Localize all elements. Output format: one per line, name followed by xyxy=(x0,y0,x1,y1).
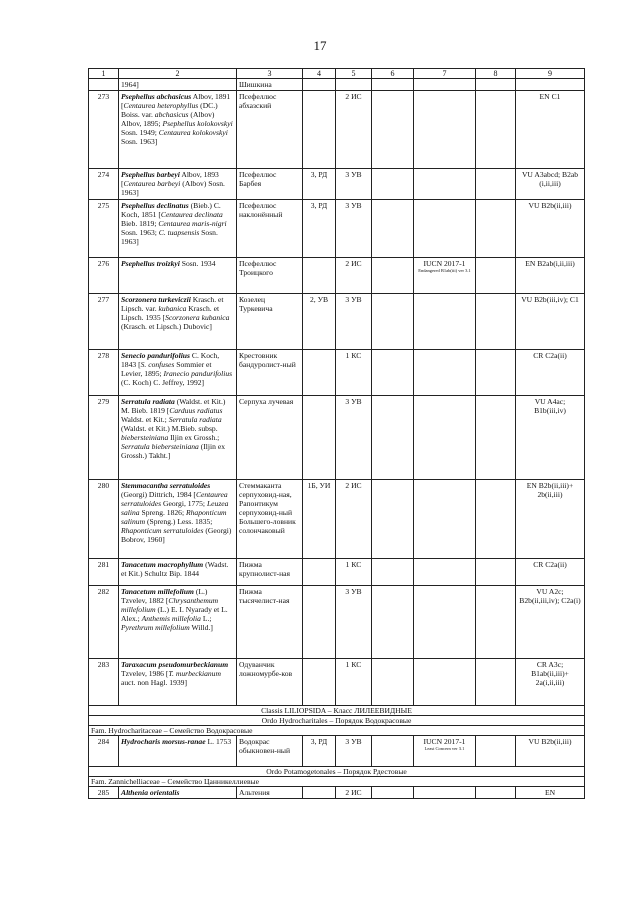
col-header: 3 xyxy=(237,69,303,79)
latin-name: Serratula radiata xyxy=(121,397,175,406)
russian-name: Козелец Туркевича xyxy=(237,294,303,350)
empty-col8 xyxy=(476,91,516,169)
continuation-ru: Шишкина xyxy=(237,79,303,91)
row-number: 285 xyxy=(89,787,119,799)
author-text: (Georgi) Dittrich, 1984 [ xyxy=(121,490,196,499)
row-number: 276 xyxy=(89,258,119,294)
category-col5: 3 УВ xyxy=(336,396,372,480)
russian-name: Псефеллюс Барбея xyxy=(237,169,303,200)
species-row xyxy=(89,736,585,767)
species-row xyxy=(89,396,585,480)
author-text: Albov, 1893 [ xyxy=(121,170,219,188)
empty-col6 xyxy=(372,350,414,396)
synonym-name: Anthemis millefolia xyxy=(141,614,201,623)
col-header: 2 xyxy=(119,69,237,79)
empty-col8 xyxy=(476,258,516,294)
synonym-author: Sommier et Levier, 1895; xyxy=(121,360,212,378)
category-col5: 2 ИС xyxy=(336,91,372,169)
category-col5: 2 ИС xyxy=(336,787,372,799)
synonym-name: Carduus radiatus xyxy=(169,406,223,415)
synonym-name: abchasicus xyxy=(154,110,189,119)
russian-name: Пижма тысячелист-ная xyxy=(237,586,303,659)
synonym-name: Leuzea salina xyxy=(121,499,229,517)
row-number: 274 xyxy=(89,169,119,200)
empty-col6 xyxy=(372,659,414,706)
synonym-author: (Georgi) Bobrov, 1960] xyxy=(121,526,232,544)
category-col4: 2, УВ xyxy=(303,294,336,350)
species-name-cell xyxy=(119,736,237,767)
col-header: 1 xyxy=(89,69,119,79)
synonym-author: Bieb. 1819; xyxy=(121,219,159,228)
synonym-name: C. tuapsensis xyxy=(158,228,200,237)
russian-name: Серпуха лучевая xyxy=(237,396,303,480)
row-number: 277 xyxy=(89,294,119,350)
col-header: 4 xyxy=(303,69,336,79)
empty-col8 xyxy=(476,294,516,350)
synonym-name: Centaurea declinata xyxy=(160,210,223,219)
russian-name: Альтения xyxy=(237,787,303,799)
category-col4: 1Б, УИ xyxy=(303,480,336,559)
family-heading-row xyxy=(89,777,585,787)
iucn-status xyxy=(414,258,476,294)
synonym-author: (L.) E. I. Nyarady et L. Alex.; xyxy=(121,605,228,623)
criteria: VU A3abcd; B2ab (i,ii,iii) xyxy=(516,169,585,200)
synonym-name: Scorzonera kubanica xyxy=(165,313,230,322)
synonym-name: Pyrethrum millefolium xyxy=(121,623,190,632)
iucn-status xyxy=(414,200,476,258)
criteria: VU A2c; B2b(ii,iii,iv); C2a(i) xyxy=(516,586,585,659)
order-heading-row xyxy=(89,716,585,726)
species-row xyxy=(89,258,585,294)
column-number-header xyxy=(89,69,585,79)
species-name-cell xyxy=(119,294,237,350)
species-name-cell xyxy=(119,169,237,200)
synonym-name: Centaurea barbeyi xyxy=(123,179,181,188)
synonym-author: auct. non Hagl. 1939] xyxy=(121,678,188,687)
empty-col8 xyxy=(476,480,516,559)
criteria: VU A4ac; B1b(iii,iv) xyxy=(516,396,585,480)
category-col4 xyxy=(303,91,336,169)
synonym-name: T. murbeckianum xyxy=(168,669,221,678)
category-col5: 1 КС xyxy=(336,559,372,586)
criteria: CR C2a(ii) xyxy=(516,559,585,586)
latin-name: Psephellus declinatus xyxy=(121,201,189,210)
family-heading: Fam. Hydrocharitaceae – Семейство Водокрасовые xyxy=(89,726,585,736)
synonym-author: Georgi, 1775; xyxy=(161,499,207,508)
category-col4 xyxy=(303,258,336,294)
iucn-status xyxy=(414,294,476,350)
synonym-author: L.; xyxy=(200,614,212,623)
author-text: Albov, 1891 [ xyxy=(121,92,231,110)
iucn-status xyxy=(414,480,476,559)
synonym-name: Centaurea kolokovskyi xyxy=(158,128,228,137)
category-col5: 3 УВ xyxy=(336,586,372,659)
species-row xyxy=(89,294,585,350)
species-row xyxy=(89,480,585,559)
row-number: 273 xyxy=(89,91,119,169)
latin-name: Hydrocharis morsus-ranae xyxy=(121,737,206,746)
col-header: 5 xyxy=(336,69,372,79)
category-col4 xyxy=(303,559,336,586)
iucn-status xyxy=(414,350,476,396)
category-col5: 2 ИС xyxy=(336,480,372,559)
row-number: 284 xyxy=(89,736,119,767)
russian-name: Одуванчик ложномурбе-ков xyxy=(237,659,303,706)
author-text: (Bieb.) C. Koch, 1851 [ xyxy=(121,201,221,219)
russian-name: Псефеллюс Троицкого xyxy=(237,258,303,294)
iucn-status xyxy=(414,659,476,706)
latin-name: Stemmacantha serratuloides xyxy=(121,481,211,490)
author-text: L. 1753 xyxy=(205,737,232,746)
order-heading-row xyxy=(89,767,585,777)
species-row xyxy=(89,91,585,169)
author-text: C. Koch, 1843 [ xyxy=(121,351,220,369)
species-row xyxy=(89,586,585,659)
synonym-author: (Albov) Albov, 1895; xyxy=(121,110,215,128)
iucn-label: IUCN 2017-1 xyxy=(423,737,466,746)
empty-col8 xyxy=(476,559,516,586)
species-name-cell xyxy=(119,787,237,799)
category-col5: 1 КС xyxy=(336,659,372,706)
synonym-author: Sosn. 1963; xyxy=(121,228,159,237)
empty-col6 xyxy=(372,200,414,258)
species-row xyxy=(89,659,585,706)
species-name-cell xyxy=(119,396,237,480)
criteria: EN C1 xyxy=(516,91,585,169)
synonym-name: Serratula biebersteiniana xyxy=(121,442,199,451)
category-col5: 3 УВ xyxy=(336,294,372,350)
empty-col6 xyxy=(372,736,414,767)
synonym-name: Centaurea maris-nigri xyxy=(158,219,227,228)
synonym-author: Iljin ex Grossh.; xyxy=(168,433,220,442)
family-heading-row xyxy=(89,726,585,736)
latin-name: Althenia orientalis xyxy=(121,788,180,797)
empty-col8 xyxy=(476,350,516,396)
species-row xyxy=(89,559,585,586)
iucn-status xyxy=(414,396,476,480)
col-header: 9 xyxy=(516,69,585,79)
species-row xyxy=(89,350,585,396)
category-col4: 3, РД xyxy=(303,736,336,767)
russian-name: Псефеллюс абхазский xyxy=(237,91,303,169)
author-text: Krasch. et Lipsch. var. xyxy=(121,295,224,313)
synonym-name: Chrysanthemum millefolium xyxy=(121,596,219,614)
category-col5: 1 КС xyxy=(336,350,372,396)
family-heading: Fam. Zannichelliaceae – Семейство Цанникеллиевые xyxy=(89,777,585,787)
synonym-name: Rhaponticum salinum xyxy=(121,508,227,526)
empty-col6 xyxy=(372,787,414,799)
category-col4 xyxy=(303,350,336,396)
red-list-table xyxy=(88,68,585,799)
empty-col8 xyxy=(476,200,516,258)
author-text: (Wadst. et Kit.) Schultz Bip. 1844 xyxy=(121,560,229,578)
criteria: EN B2ab(i,ii,iii) xyxy=(516,258,585,294)
iucn-status xyxy=(414,91,476,169)
criteria: CR A3c; B1ab(ii,iii)+ 2a(i,ii,iii) xyxy=(516,659,585,706)
synonym-name: Rhaponticum serratuloides xyxy=(121,526,204,535)
row-number: 282 xyxy=(89,586,119,659)
class-heading-row xyxy=(89,706,585,716)
iucn-status xyxy=(414,169,476,200)
continuation-text: 1964] xyxy=(119,79,237,91)
synonym-name: Psephellus kolokovskyi xyxy=(162,119,233,128)
russian-name: Водокрас обыкновен-ный xyxy=(237,736,303,767)
synonym-author: (Spreng.) Less. 1835; xyxy=(145,517,213,526)
synonym-name: kubanica xyxy=(158,304,187,313)
latin-name: Tanacetum macrophyllum xyxy=(121,560,204,569)
page-number: 17 xyxy=(313,38,327,53)
category-col4 xyxy=(303,787,336,799)
row-number: 280 xyxy=(89,480,119,559)
empty-col8 xyxy=(476,396,516,480)
col-header: 7 xyxy=(414,69,476,79)
species-row xyxy=(89,787,585,799)
criteria: VU B2b(ii,iii) xyxy=(516,736,585,767)
species-name-cell xyxy=(119,200,237,258)
iucn-status xyxy=(414,736,476,767)
synonym-author: Sosn. 1963] xyxy=(121,137,158,146)
synonym-author: Sosn. 1949; xyxy=(121,128,159,137)
synonym-author: (Waldst. et Kit.) M.Bieb. subsp. xyxy=(121,424,218,433)
latin-name: Senecio pandurifolius xyxy=(121,351,190,360)
synonym-author: (DC.) Boiss. var. xyxy=(121,101,218,119)
latin-name: Psephellus troizkyi xyxy=(121,259,180,268)
iucn-status xyxy=(414,559,476,586)
empty-col6 xyxy=(372,169,414,200)
category-col4 xyxy=(303,586,336,659)
empty-col6 xyxy=(372,91,414,169)
species-name-cell xyxy=(119,350,237,396)
latin-name: Psephellus abchasicus xyxy=(121,92,192,101)
category-col4: 3, РД xyxy=(303,169,336,200)
russian-name: Стеммаканта серпуховид-ная, Рапонтикум серпуховид-ный Большего-ловник солончаковый xyxy=(237,480,303,559)
criteria: EN B2b(ii,iii)+ 2b(ii,iii) xyxy=(516,480,585,559)
category-col4 xyxy=(303,659,336,706)
empty-col6 xyxy=(372,480,414,559)
empty-col6 xyxy=(372,396,414,480)
russian-name: Пижма крупнолист-ная xyxy=(237,559,303,586)
criteria: VU B2b(iii,iv); C1 xyxy=(516,294,585,350)
synonym-author: (Krasch. et Lipsch.) Dubovic] xyxy=(121,322,212,331)
author-text: Tzvelev, 1986 [ xyxy=(121,669,169,678)
criteria: CR C2a(ii) xyxy=(516,350,585,396)
synonym-name: Centaurea heterophyllus xyxy=(123,101,199,110)
synonym-author: Krasch. et Lipsch. 1935 [ xyxy=(121,304,220,322)
category-col5: 3 УВ xyxy=(336,736,372,767)
empty-col8 xyxy=(476,169,516,200)
species-name-cell xyxy=(119,586,237,659)
russian-name: Псефеллюс наклонённый xyxy=(237,200,303,258)
criteria: EN xyxy=(516,787,585,799)
category-col5: 3 УВ xyxy=(336,169,372,200)
row-number: 279 xyxy=(89,396,119,480)
latin-name: Tanacetum millefolium xyxy=(121,587,194,596)
russian-name: Крестовник бандуролист-ный xyxy=(237,350,303,396)
empty-col6 xyxy=(372,294,414,350)
col-header: 8 xyxy=(476,69,516,79)
empty-col8 xyxy=(476,586,516,659)
latin-name: Psephellus barbeyi xyxy=(121,170,180,179)
category-col5: 2 ИС xyxy=(336,258,372,294)
species-name-cell xyxy=(119,91,237,169)
empty-col8 xyxy=(476,659,516,706)
author-text: Sosn. 1934 xyxy=(179,259,216,268)
synonym-author: Spreng. 1826; xyxy=(139,508,186,517)
category-col4 xyxy=(303,396,336,480)
criteria: VU B2b(ii,iii) xyxy=(516,200,585,258)
class-heading: Classis LILIOPSIDA – Класс ЛИЛЕЕВИДНЫЕ xyxy=(89,706,585,716)
species-name-cell xyxy=(119,258,237,294)
author-text: (Waldst. et Kit.) M. Bieb. 1819 [ xyxy=(121,397,226,415)
order-heading: Ordo Hydrocharitales – Порядок Водокрасовые xyxy=(89,716,585,726)
species-name-cell xyxy=(119,480,237,559)
iucn-status xyxy=(414,586,476,659)
synonym-author: Willd.] xyxy=(189,623,213,632)
latin-name: Scorzonera turkeviczii xyxy=(121,295,191,304)
synonym-name: biebersteiniana xyxy=(121,433,169,442)
species-name-cell xyxy=(119,659,237,706)
row-number: 283 xyxy=(89,659,119,706)
row-number: 281 xyxy=(89,559,119,586)
empty-col8 xyxy=(476,787,516,799)
empty-col6 xyxy=(372,559,414,586)
species-row xyxy=(89,169,585,200)
empty-col6 xyxy=(372,258,414,294)
category-col4: 3, РД xyxy=(303,200,336,258)
continuation-row xyxy=(89,79,585,91)
row-number: 275 xyxy=(89,200,119,258)
col-header: 6 xyxy=(372,69,414,79)
species-row xyxy=(89,200,585,258)
author-text: (L.) Tzvelev, 1882 [ xyxy=(121,587,208,605)
category-col5: 3 УВ xyxy=(336,200,372,258)
iucn-note: Least Concern ver 3.1 xyxy=(424,746,465,751)
iucn-status xyxy=(414,787,476,799)
row-number: 278 xyxy=(89,350,119,396)
latin-name: Taraxacum pseudomurbeckianum xyxy=(121,660,229,669)
synonym-author: Waldst. et Kit.; xyxy=(121,415,169,424)
synonym-name: Centaurea serratuloides xyxy=(121,490,228,508)
iucn-label: IUCN 2017-1 xyxy=(423,259,466,268)
synonym-author: (C. Koch) C. Jeffrey, 1992] xyxy=(121,378,205,387)
synonym-name: S. confuses xyxy=(140,360,175,369)
species-name-cell xyxy=(119,559,237,586)
synonym-author: (Iljin ex Grossh.) Takht.] xyxy=(121,442,225,460)
synonym-author: (Albov) Sosn. 1963] xyxy=(121,179,225,197)
iucn-note: Endangered B1ab(iii) ver 3.1 xyxy=(418,268,471,273)
synonym-name: Serratula radiata xyxy=(168,415,222,424)
order-heading: Ordo Potamogetonales – Порядок Рдестовые xyxy=(89,767,585,777)
synonym-author: Sosn. 1963] xyxy=(121,228,218,246)
empty-col6 xyxy=(372,586,414,659)
synonym-name: Iranecio pandurifolius xyxy=(163,369,233,378)
empty-col8 xyxy=(476,736,516,767)
